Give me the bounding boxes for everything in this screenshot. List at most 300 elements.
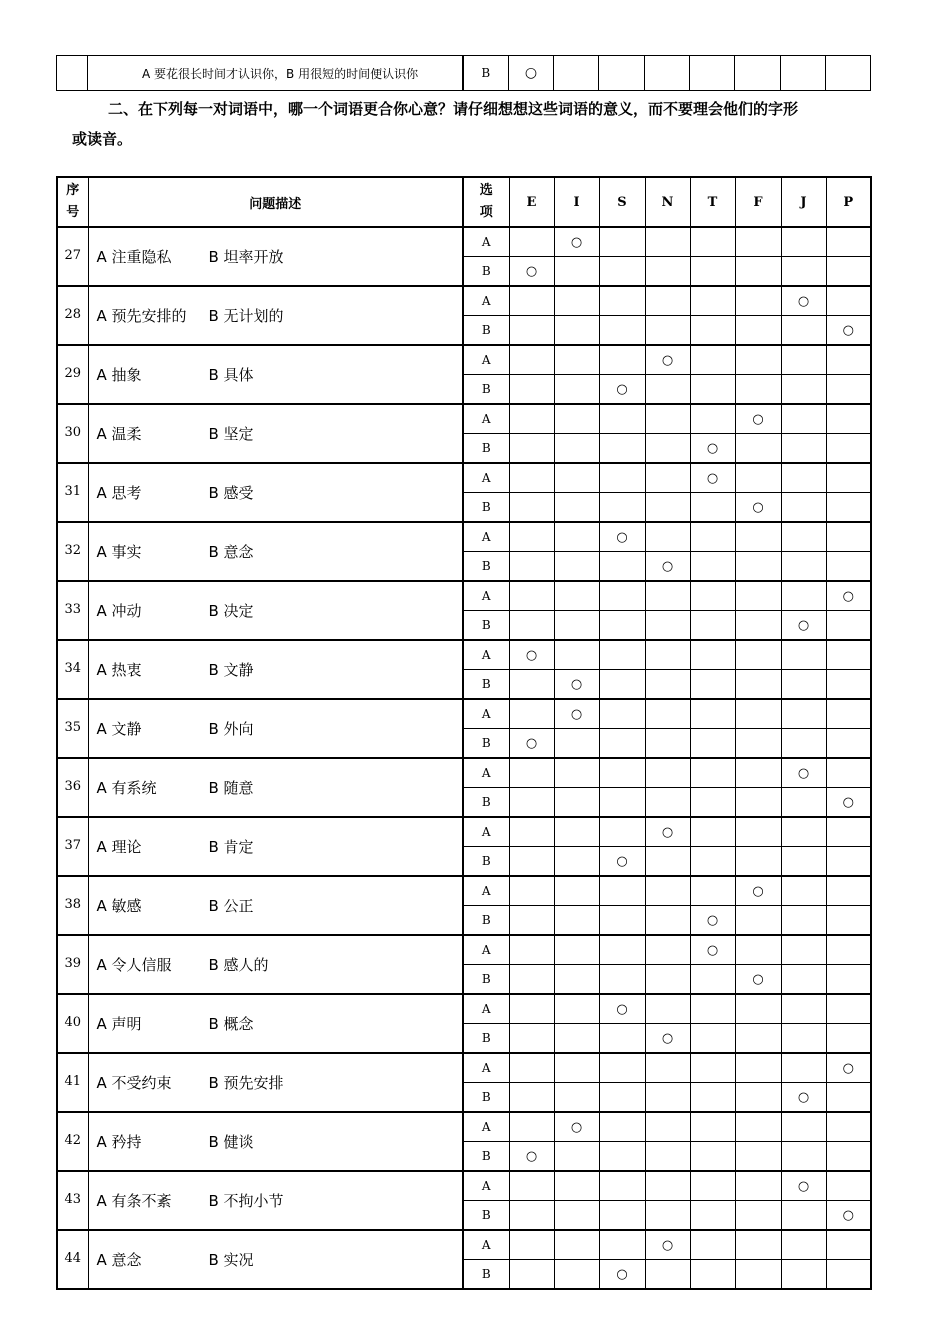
mark-cell-J[interactable] bbox=[781, 316, 826, 346]
mark-cell-N[interactable] bbox=[645, 994, 690, 1024]
mark-cell-J[interactable] bbox=[781, 1083, 826, 1113]
mark-cell-J[interactable] bbox=[781, 906, 826, 936]
mark-cell-P[interactable] bbox=[826, 1142, 871, 1172]
mark-cell-E[interactable] bbox=[509, 1230, 554, 1260]
mark-cell-E[interactable] bbox=[509, 1201, 554, 1231]
mark-cell-T[interactable] bbox=[690, 1171, 735, 1201]
mark-cell-J[interactable] bbox=[781, 611, 826, 641]
mark-cell-F[interactable] bbox=[735, 906, 781, 936]
mark-cell-S[interactable] bbox=[599, 1112, 645, 1142]
mark-cell-S[interactable] bbox=[599, 463, 645, 493]
mark-cell-J[interactable] bbox=[781, 493, 826, 523]
mark-cell-T[interactable] bbox=[690, 493, 735, 523]
mark-cell-T[interactable] bbox=[690, 994, 735, 1024]
mark-cell-N[interactable] bbox=[645, 493, 690, 523]
mark-cell-S[interactable] bbox=[599, 670, 645, 700]
mark-cell-F[interactable] bbox=[735, 552, 781, 582]
mark-cell-E[interactable] bbox=[509, 788, 554, 818]
mark-cell-S[interactable] bbox=[599, 227, 645, 257]
mark-cell-J[interactable] bbox=[781, 817, 826, 847]
mark-cell-I[interactable] bbox=[554, 581, 599, 611]
mark-cell-E[interactable] bbox=[509, 552, 554, 582]
mark-cell-S[interactable] bbox=[599, 345, 645, 375]
mark-cell-I[interactable] bbox=[554, 1142, 599, 1172]
mark-cell-E[interactable] bbox=[509, 463, 554, 493]
mark-cell-S[interactable] bbox=[599, 611, 645, 641]
mark-cell-P[interactable] bbox=[826, 1083, 871, 1113]
mark-cell-I[interactable] bbox=[554, 286, 599, 316]
mark-cell-N[interactable] bbox=[645, 670, 690, 700]
mark-cell-E[interactable] bbox=[509, 257, 554, 287]
mark-cell-J[interactable] bbox=[781, 788, 826, 818]
mark-cell-E[interactable] bbox=[509, 375, 554, 405]
mark-cell-E[interactable] bbox=[509, 345, 554, 375]
mark-cell-S[interactable] bbox=[599, 1053, 645, 1083]
mark-cell-F[interactable] bbox=[735, 1024, 781, 1054]
mark-cell-T[interactable] bbox=[690, 758, 735, 788]
mark-cell-S[interactable] bbox=[599, 1260, 645, 1290]
mark-cell-I[interactable] bbox=[554, 227, 599, 257]
mark-cell-F[interactable] bbox=[735, 1230, 781, 1260]
mark-cell-E[interactable] bbox=[509, 670, 554, 700]
mark-cell-S[interactable] bbox=[599, 375, 645, 405]
mark-cell-P[interactable] bbox=[826, 699, 871, 729]
mark-cell-T[interactable] bbox=[690, 847, 735, 877]
mark-cell-N[interactable] bbox=[645, 1112, 690, 1142]
mark-cell-E[interactable] bbox=[509, 434, 554, 464]
mark-cell-F[interactable] bbox=[735, 581, 781, 611]
mark-cell-T[interactable] bbox=[690, 552, 735, 582]
mark-cell-I[interactable] bbox=[554, 758, 599, 788]
mark-cell-S[interactable] bbox=[599, 758, 645, 788]
mark-cell-F[interactable] bbox=[735, 788, 781, 818]
mark-cell-E[interactable] bbox=[509, 1142, 554, 1172]
mark-cell-I[interactable] bbox=[554, 817, 599, 847]
mark-cell-F[interactable] bbox=[735, 817, 781, 847]
mark-cell-N[interactable] bbox=[645, 847, 690, 877]
mark-cell-E[interactable] bbox=[509, 316, 554, 346]
mark-cell-P[interactable] bbox=[826, 1171, 871, 1201]
mark-cell-J[interactable] bbox=[781, 286, 826, 316]
mark-cell-J[interactable] bbox=[781, 1142, 826, 1172]
mark-cell-P[interactable] bbox=[826, 522, 871, 552]
mark-cell-E[interactable] bbox=[509, 522, 554, 552]
mark-cell-E[interactable] bbox=[509, 876, 554, 906]
mark-cell-J[interactable] bbox=[781, 1112, 826, 1142]
mark-cell-P[interactable] bbox=[826, 965, 871, 995]
mark-cell-I[interactable] bbox=[554, 1053, 599, 1083]
mark-cell-P[interactable] bbox=[826, 817, 871, 847]
mark-cell-N[interactable] bbox=[645, 316, 690, 346]
circle-mark: ○ bbox=[616, 853, 628, 869]
mark-cell-T[interactable] bbox=[690, 670, 735, 700]
mark-cell-P[interactable] bbox=[826, 1024, 871, 1054]
mark-cell-E[interactable] bbox=[509, 493, 554, 523]
mark-cell-J[interactable] bbox=[781, 522, 826, 552]
mark-cell-F[interactable] bbox=[735, 286, 781, 316]
mark-cell-S[interactable] bbox=[599, 994, 645, 1024]
mark-cell-F[interactable] bbox=[735, 1171, 781, 1201]
mark-cell-F[interactable] bbox=[735, 375, 781, 405]
mark-cell-F[interactable] bbox=[735, 935, 781, 965]
mark-cell-F[interactable] bbox=[735, 611, 781, 641]
mark-cell-I[interactable] bbox=[554, 1024, 599, 1054]
mark-cell-T[interactable] bbox=[690, 1053, 735, 1083]
mark-cell-J[interactable] bbox=[781, 1053, 826, 1083]
mark-cell-N[interactable] bbox=[645, 906, 690, 936]
mark-cell-J[interactable] bbox=[781, 1201, 826, 1231]
mark-cell-F[interactable] bbox=[735, 257, 781, 287]
mark-cell-J[interactable] bbox=[781, 375, 826, 405]
mark-cell-T[interactable] bbox=[690, 375, 735, 405]
mark-cell-F[interactable] bbox=[735, 1201, 781, 1231]
mark-cell-P[interactable] bbox=[826, 847, 871, 877]
mark-cell-S[interactable] bbox=[599, 1230, 645, 1260]
mark-cell-P[interactable] bbox=[826, 1112, 871, 1142]
mark-cell-I[interactable] bbox=[554, 316, 599, 346]
mark-cell-E[interactable] bbox=[509, 640, 554, 670]
mark-cell-N[interactable] bbox=[645, 404, 690, 434]
mark-cell-S[interactable] bbox=[599, 493, 645, 523]
mark-cell-F[interactable] bbox=[735, 729, 781, 759]
mark-cell-I[interactable] bbox=[554, 788, 599, 818]
mark-cell-S[interactable] bbox=[599, 404, 645, 434]
mark-cell-P[interactable] bbox=[826, 404, 871, 434]
mark-cell-P[interactable] bbox=[826, 434, 871, 464]
mark-cell-F[interactable] bbox=[735, 994, 781, 1024]
mark-cell-S[interactable] bbox=[599, 847, 645, 877]
mark-cell-N[interactable] bbox=[645, 788, 690, 818]
circle-mark: ○ bbox=[661, 1030, 674, 1046]
mark-cell-I[interactable] bbox=[554, 493, 599, 523]
mark-cell-P[interactable] bbox=[826, 876, 871, 906]
mark-cell-T[interactable] bbox=[690, 257, 735, 287]
header-type-P: P bbox=[826, 177, 871, 227]
mark-cell-T[interactable] bbox=[690, 463, 735, 493]
mark-cell-J[interactable] bbox=[781, 994, 826, 1024]
mark-cell-J[interactable] bbox=[781, 581, 826, 611]
mark-cell-J[interactable] bbox=[781, 965, 826, 995]
mark-cell-N[interactable] bbox=[645, 699, 690, 729]
mark-cell-T[interactable] bbox=[690, 699, 735, 729]
mark-cell-J[interactable] bbox=[781, 758, 826, 788]
mark-cell-T[interactable] bbox=[690, 640, 735, 670]
mark-cell-S[interactable] bbox=[599, 257, 645, 287]
mark-cell-E[interactable] bbox=[509, 935, 554, 965]
mark-cell-J[interactable] bbox=[781, 1171, 826, 1201]
mark-cell-I[interactable] bbox=[554, 670, 599, 700]
mark-cell-I[interactable] bbox=[554, 1083, 599, 1113]
mark-cell-I[interactable] bbox=[554, 640, 599, 670]
mark-cell-N[interactable] bbox=[645, 965, 690, 995]
mark-cell-I[interactable] bbox=[554, 611, 599, 641]
mark-cell-E[interactable] bbox=[509, 758, 554, 788]
mark-cell-I[interactable] bbox=[554, 1112, 599, 1142]
mark-cell-J[interactable] bbox=[781, 1024, 826, 1054]
mark-cell-E[interactable] bbox=[509, 965, 554, 995]
mark-cell-S[interactable] bbox=[599, 434, 645, 464]
mark-cell-N[interactable] bbox=[645, 1053, 690, 1083]
mark-cell-N[interactable] bbox=[645, 345, 690, 375]
mark-cell-I[interactable] bbox=[554, 729, 599, 759]
mark-cell-E[interactable] bbox=[509, 994, 554, 1024]
mark-cell-J[interactable] bbox=[781, 670, 826, 700]
mark-cell-F[interactable] bbox=[735, 1083, 781, 1113]
mark-cell-E[interactable] bbox=[509, 699, 554, 729]
mark-cell-E[interactable] bbox=[509, 227, 554, 257]
mark-cell-S[interactable] bbox=[599, 965, 645, 995]
word-option-a: A 事实 bbox=[96, 543, 142, 561]
mark-cell-E[interactable] bbox=[509, 817, 554, 847]
mark-cell-T[interactable] bbox=[690, 1260, 735, 1290]
mark-cell-T[interactable] bbox=[690, 316, 735, 346]
mark-cell-P[interactable] bbox=[826, 345, 871, 375]
word-option-a: A 令人信服 bbox=[96, 956, 172, 974]
mark-cell-N[interactable] bbox=[645, 1171, 690, 1201]
mark-cell-F[interactable] bbox=[735, 1260, 781, 1290]
mark-cell-I[interactable] bbox=[554, 847, 599, 877]
mark-cell-T[interactable] bbox=[690, 906, 735, 936]
mark-cell-E[interactable] bbox=[509, 404, 554, 434]
mark-cell-T[interactable] bbox=[690, 1142, 735, 1172]
mark-cell-I[interactable] bbox=[554, 994, 599, 1024]
mark-cell-S[interactable] bbox=[599, 1201, 645, 1231]
mark-cell-J[interactable] bbox=[781, 1230, 826, 1260]
option-label: A bbox=[463, 1112, 509, 1142]
mark-cell-I[interactable] bbox=[554, 552, 599, 582]
option-label: A bbox=[463, 1053, 509, 1083]
mark-cell-J[interactable] bbox=[781, 640, 826, 670]
mark-cell-S[interactable] bbox=[599, 1083, 645, 1113]
mark-cell-N[interactable] bbox=[645, 1083, 690, 1113]
mark-cell-T[interactable] bbox=[690, 876, 735, 906]
mark-cell-P[interactable] bbox=[826, 906, 871, 936]
mark-cell-F[interactable] bbox=[735, 404, 781, 434]
mark-cell-E[interactable] bbox=[509, 1053, 554, 1083]
mark-cell-F[interactable] bbox=[735, 316, 781, 346]
mark-cell-S[interactable] bbox=[599, 286, 645, 316]
mark-cell-J[interactable] bbox=[781, 257, 826, 287]
mark-cell-P[interactable] bbox=[826, 463, 871, 493]
mark-cell-T[interactable] bbox=[690, 1083, 735, 1113]
mark-cell-J[interactable] bbox=[781, 345, 826, 375]
mark-cell-E[interactable] bbox=[509, 581, 554, 611]
mark-cell-T[interactable] bbox=[690, 345, 735, 375]
circle-mark: ○ bbox=[525, 647, 538, 663]
mark-cell-P[interactable] bbox=[826, 758, 871, 788]
circle-mark: ○ bbox=[797, 1089, 810, 1105]
mark-cell-F[interactable] bbox=[735, 847, 781, 877]
mark-cell-S[interactable] bbox=[599, 316, 645, 346]
mark-cell-N[interactable] bbox=[645, 729, 690, 759]
mark-cell-T[interactable] bbox=[690, 1112, 735, 1142]
mark-cell-N[interactable] bbox=[645, 876, 690, 906]
mark-cell-S[interactable] bbox=[599, 729, 645, 759]
mark-cell-S[interactable] bbox=[599, 581, 645, 611]
mark-cell-F[interactable] bbox=[735, 640, 781, 670]
mark-cell-I[interactable] bbox=[554, 906, 599, 936]
mark-cell-I[interactable] bbox=[554, 463, 599, 493]
question-description bbox=[88, 699, 463, 758]
mark-cell-T[interactable] bbox=[690, 404, 735, 434]
mark-cell-F[interactable] bbox=[735, 227, 781, 257]
mark-cell-N[interactable] bbox=[645, 935, 690, 965]
mark-cell-E[interactable] bbox=[509, 286, 554, 316]
mark-cell-S[interactable] bbox=[599, 935, 645, 965]
mark-cell-N[interactable] bbox=[645, 286, 690, 316]
mark-cell-P[interactable] bbox=[826, 227, 871, 257]
mark-cell-S[interactable] bbox=[599, 817, 645, 847]
mark-cell-J[interactable] bbox=[781, 729, 826, 759]
mark-cell-J[interactable] bbox=[781, 434, 826, 464]
mark-cell-P[interactable] bbox=[826, 994, 871, 1024]
mark-cell-J[interactable] bbox=[781, 227, 826, 257]
mark-cell-I[interactable] bbox=[554, 375, 599, 405]
table-header-row bbox=[57, 177, 871, 227]
mark-cell-J[interactable] bbox=[781, 847, 826, 877]
mark-cell-I[interactable] bbox=[554, 699, 599, 729]
mark-cell-N[interactable] bbox=[645, 1201, 690, 1231]
mark-cell-E[interactable] bbox=[509, 1260, 554, 1290]
mark-cell-P[interactable] bbox=[826, 1053, 871, 1083]
mark-cell-N[interactable] bbox=[645, 227, 690, 257]
mark-cell-N[interactable] bbox=[645, 581, 690, 611]
mark-cell-P[interactable] bbox=[826, 286, 871, 316]
mark-cell-I[interactable] bbox=[554, 876, 599, 906]
mark-cell-T[interactable] bbox=[690, 611, 735, 641]
mark-cell-E[interactable] bbox=[509, 906, 554, 936]
mark-cell-P[interactable] bbox=[826, 1230, 871, 1260]
mark-cell-N[interactable] bbox=[645, 758, 690, 788]
mark-cell-F[interactable] bbox=[735, 876, 781, 906]
mark-cell-T[interactable] bbox=[690, 581, 735, 611]
mark-cell-P[interactable] bbox=[826, 493, 871, 523]
mark-cell-J[interactable] bbox=[781, 1260, 826, 1290]
mark-cell-I[interactable] bbox=[554, 404, 599, 434]
mark-cell-T[interactable] bbox=[690, 227, 735, 257]
mark-cell-S[interactable] bbox=[599, 876, 645, 906]
mark-cell-N[interactable] bbox=[645, 1230, 690, 1260]
mark-cell-P[interactable] bbox=[826, 729, 871, 759]
mark-cell-F[interactable] bbox=[735, 522, 781, 552]
mark-cell-S[interactable] bbox=[599, 1024, 645, 1054]
mark-cell-E[interactable] bbox=[509, 1171, 554, 1201]
mark-cell-J[interactable] bbox=[781, 699, 826, 729]
mark-cell-I[interactable] bbox=[554, 935, 599, 965]
mark-cell-T[interactable] bbox=[690, 1024, 735, 1054]
mark-cell-T[interactable] bbox=[690, 965, 735, 995]
mark-cell-I[interactable] bbox=[554, 1230, 599, 1260]
mark-cell-E[interactable] bbox=[509, 1024, 554, 1054]
mark-cell-F[interactable] bbox=[735, 670, 781, 700]
mark-cell-F[interactable] bbox=[735, 699, 781, 729]
word-option-a: A 有系统 bbox=[96, 779, 157, 797]
mark-cell-T[interactable] bbox=[690, 935, 735, 965]
mark-cell-S[interactable] bbox=[599, 1142, 645, 1172]
mark-cell-S[interactable] bbox=[599, 1171, 645, 1201]
mark-cell-S[interactable] bbox=[599, 788, 645, 818]
mark-cell-N[interactable] bbox=[645, 552, 690, 582]
mark-cell-P[interactable] bbox=[826, 935, 871, 965]
mark-cell-P[interactable] bbox=[826, 788, 871, 818]
mark-cell-P[interactable] bbox=[826, 640, 871, 670]
mark-cell-S[interactable] bbox=[599, 522, 645, 552]
mark-cell-F[interactable] bbox=[735, 434, 781, 464]
mark-cell-J[interactable] bbox=[781, 935, 826, 965]
mark-cell-I[interactable] bbox=[554, 522, 599, 552]
mark-cell-S[interactable] bbox=[599, 699, 645, 729]
mark-cell-N[interactable] bbox=[645, 257, 690, 287]
mark-cell-N[interactable] bbox=[645, 522, 690, 552]
mark-cell-N[interactable] bbox=[645, 1142, 690, 1172]
mark-cell-E[interactable] bbox=[509, 729, 554, 759]
mark-cell-T[interactable] bbox=[690, 434, 735, 464]
mark-cell-F[interactable] bbox=[735, 1142, 781, 1172]
mark-cell-P[interactable] bbox=[826, 552, 871, 582]
mark-cell-F[interactable] bbox=[735, 1053, 781, 1083]
mark-cell-F[interactable] bbox=[735, 965, 781, 995]
mark-cell-E[interactable] bbox=[509, 847, 554, 877]
mark-cell-E[interactable] bbox=[509, 611, 554, 641]
mark-cell-I[interactable] bbox=[554, 1171, 599, 1201]
mark-cell-F[interactable] bbox=[735, 345, 781, 375]
mark-cell-N[interactable] bbox=[645, 463, 690, 493]
mark-cell-P[interactable] bbox=[826, 316, 871, 346]
mark-cell-F[interactable] bbox=[735, 758, 781, 788]
mark-cell-T[interactable] bbox=[690, 522, 735, 552]
mark-cell-T[interactable] bbox=[690, 788, 735, 818]
mark-cell-S[interactable] bbox=[599, 552, 645, 582]
mark-cell-N[interactable] bbox=[645, 1260, 690, 1290]
mark-cell-T[interactable] bbox=[690, 729, 735, 759]
mark-cell-J[interactable] bbox=[781, 404, 826, 434]
mark-cell-E[interactable] bbox=[509, 1083, 554, 1113]
mark-cell-F[interactable] bbox=[735, 1112, 781, 1142]
mark-cell-P[interactable] bbox=[826, 1260, 871, 1290]
mark-cell-N[interactable] bbox=[645, 611, 690, 641]
mark-cell-S[interactable] bbox=[599, 640, 645, 670]
mark-cell-N[interactable] bbox=[645, 640, 690, 670]
mark-cell-I[interactable] bbox=[554, 434, 599, 464]
mark-cell-J[interactable] bbox=[781, 876, 826, 906]
mark-cell-I[interactable] bbox=[554, 345, 599, 375]
mark-cell-N[interactable] bbox=[645, 375, 690, 405]
mark-cell-F[interactable] bbox=[735, 493, 781, 523]
mark-cell-I[interactable] bbox=[554, 1260, 599, 1290]
mark-cell-P[interactable] bbox=[826, 581, 871, 611]
mark-cell-P[interactable] bbox=[826, 1201, 871, 1231]
mark-cell-E[interactable] bbox=[509, 1112, 554, 1142]
mark-cell-T[interactable] bbox=[690, 817, 735, 847]
mark-cell-F[interactable] bbox=[735, 463, 781, 493]
mark-cell-P[interactable] bbox=[826, 611, 871, 641]
mark-cell-T[interactable] bbox=[690, 286, 735, 316]
mark-cell-N[interactable] bbox=[645, 1024, 690, 1054]
mark-cell-I[interactable] bbox=[554, 257, 599, 287]
mark-cell-S[interactable] bbox=[599, 906, 645, 936]
mark-cell-T[interactable] bbox=[690, 1201, 735, 1231]
mark-cell-N[interactable] bbox=[645, 817, 690, 847]
mark-cell-T[interactable] bbox=[690, 1230, 735, 1260]
mark-cell-N[interactable] bbox=[645, 434, 690, 464]
mark-cell-P[interactable] bbox=[826, 670, 871, 700]
mark-cell-P[interactable] bbox=[826, 375, 871, 405]
mark-cell-J[interactable] bbox=[781, 552, 826, 582]
mark-cell-I[interactable] bbox=[554, 1201, 599, 1231]
mark-cell-J[interactable] bbox=[781, 463, 826, 493]
mark-cell-I[interactable] bbox=[554, 965, 599, 995]
mark-cell-P[interactable] bbox=[826, 257, 871, 287]
